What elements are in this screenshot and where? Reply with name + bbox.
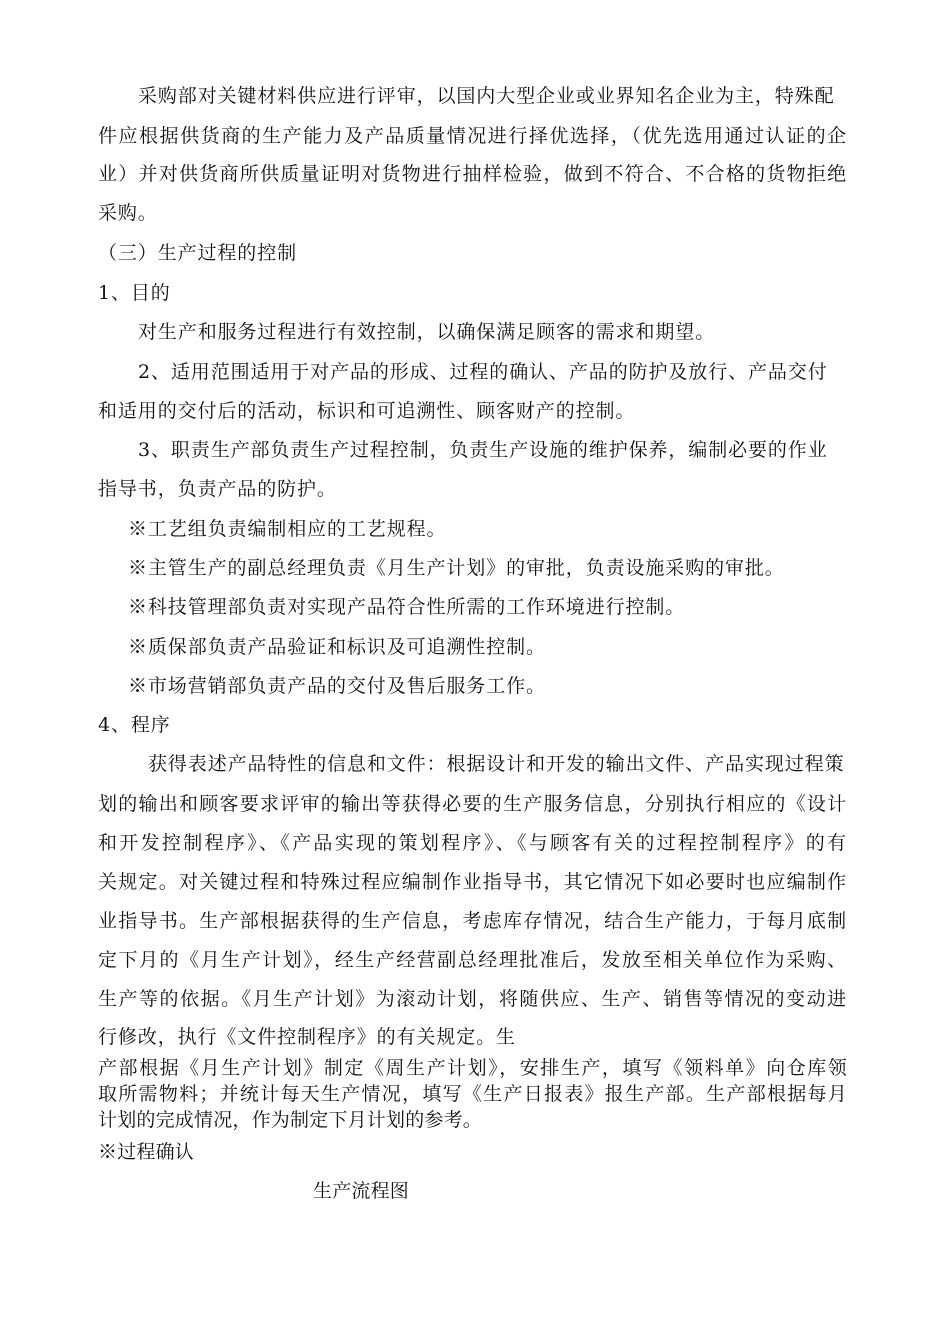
text-line: 定下月的《月生产计划》，经生产经营副总经理批准后，发放至相关单位作为采购、 — [98, 949, 847, 971]
text-line: 业指导书。生产部根据获得的生产信息，考虑库存情况，结合生产能力，于每月底制 — [98, 910, 847, 932]
text-line: 计划的完成情况，作为制定下月计划的参考。 — [98, 1109, 483, 1131]
text-line: 和适用的交付后的活动，标识和可追溯性、顾客财产的控制。 — [98, 400, 636, 422]
purpose-text: 对生产和服务过程进行有效控制，以确保满足顾客的需求和期望。 — [138, 321, 716, 343]
text-line: 2、适用范围适用于对产品的形成、过程的确认、产品的防护及放行、产品交付 — [138, 361, 828, 383]
production-control-heading: （三）生产过程的控制 — [98, 242, 298, 264]
list-item: ※主管生产的副总经理负责《月生产计划》的审批，负责设施采购的审批。 — [128, 557, 785, 579]
text-line: 关规定。对关键过程和特殊过程应编制作业指导书，其它情况下如必要时也应编制作 — [98, 871, 847, 893]
text-line: 生产等的依据。《月生产计划》为滚动计划，将随供应、生产、销售等情况的变动进 — [98, 988, 847, 1010]
text-line: 采购部对关键材料供应进行评审，以国内大型企业或业界知名企业为主，特殊配 — [138, 85, 835, 107]
process-confirmation-heading: ※过程确认 — [98, 1141, 195, 1163]
list-item: ※市场营销部负责产品的交付及售后服务工作。 — [128, 675, 546, 697]
text-line: 取所需物料；并统计每天生产情况，填写《生产日报表》报生产部。生产部根据每月 — [98, 1083, 847, 1105]
text-line: 行修改，执行《文件控制程序》的有关规定。生 — [98, 1026, 516, 1048]
text-line: 获得表述产品特性的信息和文件：根据设计和开发的输出文件、产品实现过程策 — [148, 753, 845, 775]
text-line: 划的输出和顾客要求评审的输出等获得必要的生产服务信息，分别执行相应的《设计 — [98, 793, 847, 815]
flowchart-title: 生产流程图 — [313, 1180, 410, 1202]
purpose-heading: 1、目的 — [98, 282, 171, 304]
text-line: 业）并对供货商所供质量证明对货物进行抽样检验，做到不符合、不合格的货物拒绝 — [98, 163, 847, 185]
text-line: 采购。 — [98, 202, 158, 224]
text-line: 和开发控制程序》、《产品实现的策划程序》、《与顾客有关的过程控制程序》的有 — [98, 832, 847, 854]
text-line: 3、职责生产部负责生产过程控制，负责生产设施的维护保养，编制必要的作业 — [138, 439, 828, 461]
text-line: 指导书，负责产品的防护。 — [98, 478, 337, 500]
list-item: ※科技管理部负责对实现产品符合性所需的工作环境进行控制。 — [128, 596, 686, 618]
text-line: 件应根据供货商的生产能力及产品质量情况进行择优选择，（优先选用通过认证的企 — [98, 125, 847, 147]
list-item: ※质保部负责产品验证和标识及可追溯性控制。 — [128, 636, 546, 658]
procedure-heading: 4、程序 — [98, 714, 171, 736]
text-line: 产部根据《月生产计划》制定《周生产计划》，安排生产，填写《领料单》向仓库领 — [98, 1057, 847, 1079]
list-item: ※工艺组负责编制相应的工艺规程。 — [128, 518, 447, 540]
